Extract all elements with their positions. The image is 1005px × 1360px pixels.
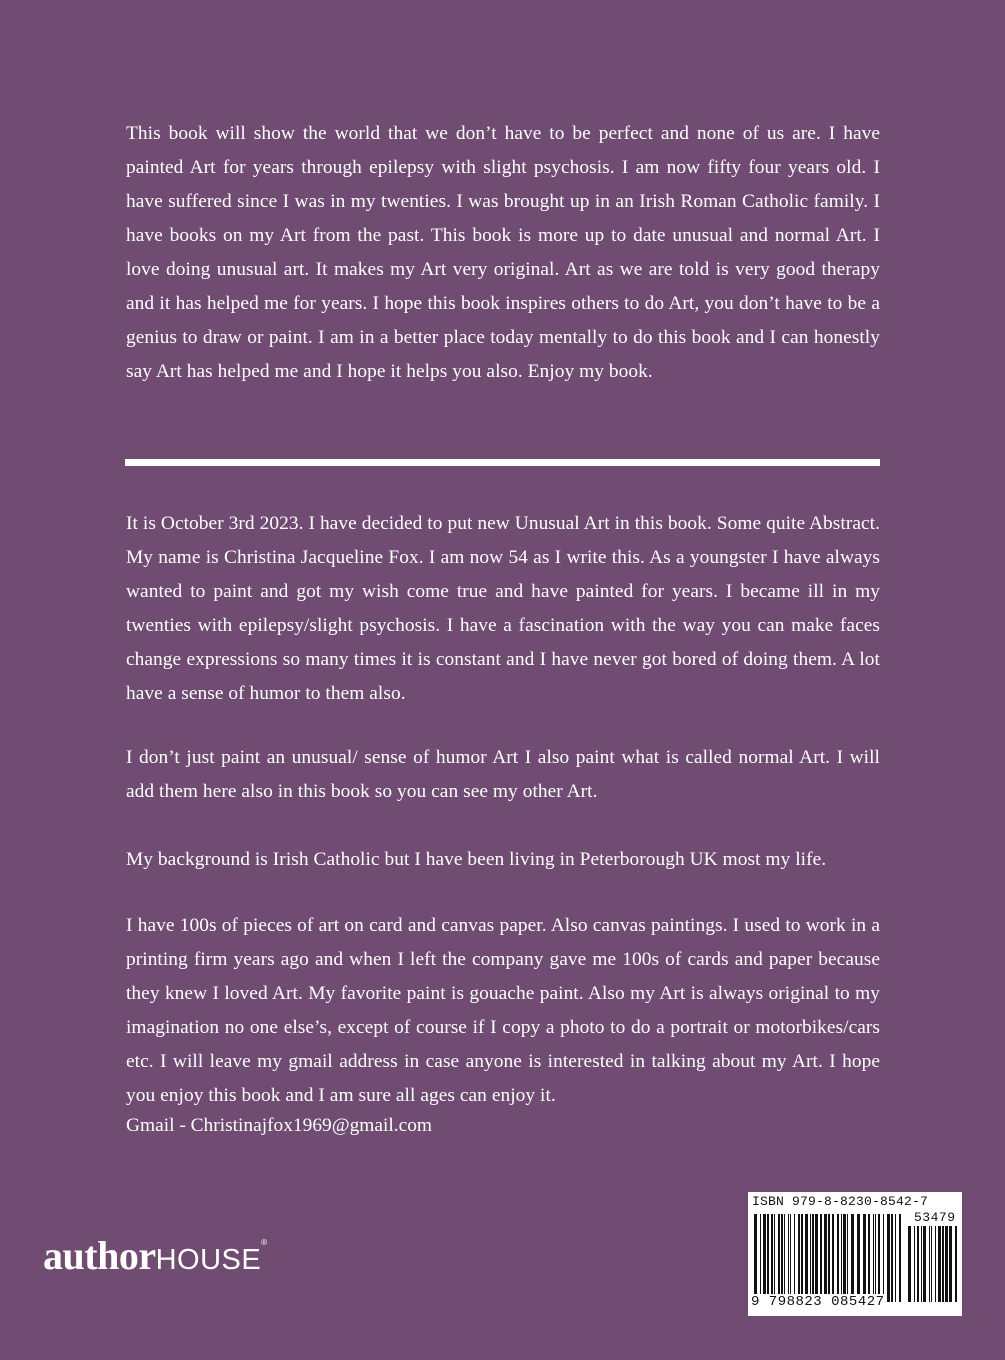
october-paragraph: It is October 3rd 2023. I have decided to put new Unusual Art in this book. Some quite Abstract. My name is Christina Jacqueline Fox. I am now 54 as I write this. As a youngster I have always wanted to paint and got my wish come true and have painted for years. I became ill in my twenties with epilepsy/slight psychosis. I have a fascination with the way you can make faces change expressions so many times it is constant and I have never got bored of doing them. A lot have a sense of humor to them also.: [126, 513, 880, 704]
isbn-barcode: [748, 1192, 962, 1316]
barcode-bars-icon: [752, 1214, 904, 1302]
normal-art-paragraph: I don’t just paint an unusual/ sense of humor Art I also paint what is called normal Art. I will add them here also in this book so you can see my other Art.: [126, 747, 880, 802]
publisher-name-part2: HOUSE: [155, 1244, 262, 1276]
registered-mark: ®: [261, 1238, 268, 1247]
isbn-label: ISBN 979-8-8230-8542-7: [752, 1194, 929, 1209]
price-code: 53479: [914, 1210, 956, 1225]
ean-digits: 9 798823 085427: [751, 1294, 885, 1310]
publisher-name-part1: author: [43, 1233, 156, 1278]
pieces-paragraph: I have 100s of pieces of art on card and canvas paper. Also canvas paintings. I used to work in a printing firm years ago and when I left the company gave me 100s of cards and paper because they knew I loved Art. My favorite paint is gouache paint. Also my Art is always original to my imagination no one else’s, except of course if I copy a photo to do a portrait or motorbikes/cars etc. I will leave my gmail address in case anyone is interested in talking about my Art. I hope you enjoy this book and I am sure all ages can enjoy it.: [126, 915, 880, 1106]
intro-paragraph: This book will show the world that we don’t have to be perfect and none of us are. I have painted Art for years through epilepsy with slight psychosis. I am now fifty four years old. I have suffered since I was in my twenties. I was brought up in an Irish Roman Catholic family. I have books on my Art from the past. This book is more up to date unusual and normal Art. I love doing unusual art. It makes my Art very original. Art as we are told is very good therapy and it has helped me for years. I hope this book inspires others to do Art, you don’t have to be a genius to draw or paint. I am in a better place today mentally to do this book and I can honestly say Art has helped me and I hope it helps you also. Enjoy my book.: [126, 123, 880, 382]
addon-barcode-bars-icon: [906, 1226, 958, 1302]
publisher-logo: [43, 1232, 267, 1278]
contact-email: Gmail - Christinajfox1969@gmail.com: [126, 1115, 432, 1136]
section-divider: [125, 459, 880, 466]
background-paragraph: My background is Irish Catholic but I have been living in Peterborough UK most my life.: [126, 849, 827, 870]
